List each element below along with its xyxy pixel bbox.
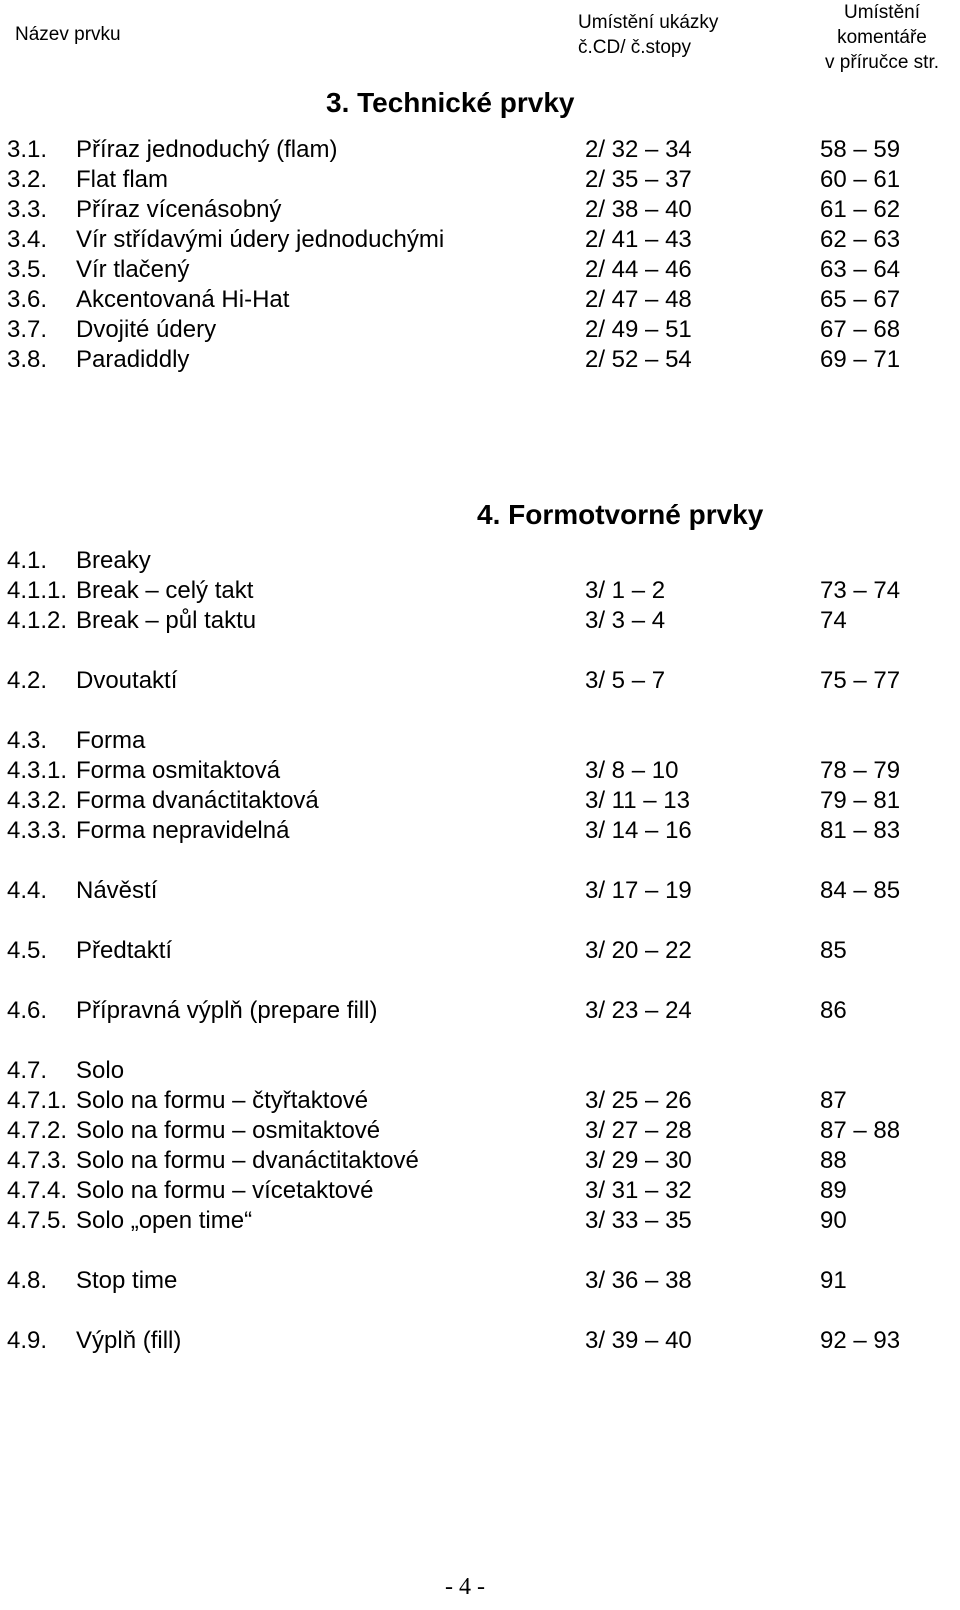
item-book-page: 58 – 59 [820, 136, 901, 163]
list-item [0, 756, 960, 786]
item-cd-track: 3/ 23 – 24 [585, 997, 692, 1024]
list-item [0, 546, 960, 576]
column-header-book-line1: Umístění [843, 2, 921, 23]
item-name: Přípravná výplň (prepare fill) [76, 997, 378, 1024]
item-book-page: 84 – 85 [820, 877, 901, 904]
item-name: Solo na formu – vícetaktové [76, 1177, 374, 1204]
section-3-title: 3. Technické prvky [326, 87, 575, 118]
item-name: Dvojité údery [76, 316, 217, 343]
item-book-page: 87 [820, 1087, 847, 1114]
item-number: 3.8. [7, 346, 48, 373]
item-number: 4.7.3. [7, 1147, 68, 1174]
item-cd-track: 3/ 17 – 19 [585, 877, 692, 904]
list-item [0, 345, 960, 375]
item-book-page: 60 – 61 [820, 166, 901, 193]
item-cd-track: 3/ 36 – 38 [585, 1267, 692, 1294]
item-number: 4.8. [7, 1267, 48, 1294]
item-name: Break – půl taktu [76, 607, 257, 634]
item-number: 4.7.2. [7, 1117, 68, 1144]
item-cd-track: 3/ 1 – 2 [585, 577, 666, 604]
item-name: Solo „open time“ [76, 1207, 253, 1234]
column-header-cd [578, 10, 718, 60]
item-number: 4.3. [7, 727, 48, 754]
item-book-page: 88 [820, 1147, 847, 1174]
item-number: 4.7.1. [7, 1087, 68, 1114]
item-book-page: 78 – 79 [820, 757, 901, 784]
item-cd-track: 2/ 44 – 46 [585, 256, 692, 283]
item-name: Stop time [76, 1267, 178, 1294]
item-cd-track: 3/ 29 – 30 [585, 1147, 692, 1174]
list-item [0, 996, 960, 1026]
item-cd-track: 3/ 27 – 28 [585, 1117, 692, 1144]
item-name: Paradiddly [76, 346, 190, 373]
list-item [0, 576, 960, 606]
item-number: 4.3.3. [7, 817, 68, 844]
item-book-page: 79 – 81 [820, 787, 901, 814]
item-name: Výplň (fill) [76, 1327, 182, 1354]
item-number: 3.4. [7, 226, 48, 253]
item-name: Forma [76, 727, 146, 754]
item-cd-track: 2/ 32 – 34 [585, 136, 692, 163]
list-item [0, 666, 960, 696]
page-number: - 4 - [445, 1574, 485, 1600]
item-cd-track: 3/ 31 – 32 [585, 1177, 692, 1204]
item-book-page: 92 – 93 [820, 1327, 901, 1354]
list-item [0, 1326, 960, 1356]
list-item [0, 1086, 960, 1116]
item-number: 4.1.2. [7, 607, 68, 634]
item-cd-track: 2/ 49 – 51 [585, 316, 692, 343]
item-cd-track: 3/ 14 – 16 [585, 817, 692, 844]
item-book-page: 62 – 63 [820, 226, 901, 253]
item-cd-track: 2/ 35 – 37 [585, 166, 692, 193]
list-item [0, 315, 960, 345]
item-number: 4.5. [7, 937, 48, 964]
column-header-book-line2: komentáře [837, 27, 927, 48]
item-name: Dvoutaktí [76, 667, 178, 694]
item-name: Forma osmitaktová [76, 757, 281, 784]
list-item [0, 1176, 960, 1206]
item-book-page: 61 – 62 [820, 196, 901, 223]
item-name: Breaky [76, 547, 151, 574]
column-header-cd-line1: Umístění ukázky [578, 12, 719, 33]
item-cd-track: 3/ 20 – 22 [585, 937, 692, 964]
list-item [0, 165, 960, 195]
item-cd-track: 3/ 33 – 35 [585, 1207, 692, 1234]
column-header-book-line3: v příručce str. [824, 52, 940, 73]
list-item [0, 195, 960, 225]
list-item [0, 285, 960, 315]
item-name: Flat flam [76, 166, 169, 193]
item-book-page: 75 – 77 [820, 667, 901, 694]
item-name: Forma dvanáctitaktová [76, 787, 319, 814]
item-number: 4.7. [7, 1057, 48, 1084]
list-item [0, 606, 960, 636]
item-number: 4.6. [7, 997, 48, 1024]
item-name: Break – celý takt [76, 577, 254, 604]
column-header-name: Název prvku [15, 24, 121, 45]
item-name: Akcentovaná Hi-Hat [76, 286, 290, 313]
item-name: Předtaktí [76, 937, 173, 964]
item-book-page: 89 [820, 1177, 847, 1204]
item-name: Vír tlačený [76, 256, 190, 283]
item-cd-track: 3/ 11 – 13 [585, 787, 690, 814]
item-book-page: 87 – 88 [820, 1117, 901, 1144]
item-number: 4.7.5. [7, 1207, 68, 1234]
item-number: 4.4. [7, 877, 48, 904]
item-name: Solo na formu – čtyřtaktové [76, 1087, 369, 1114]
item-number: 4.2. [7, 667, 48, 694]
list-item [0, 1206, 960, 1236]
item-name: Solo na formu – dvanáctitaktové [76, 1147, 419, 1174]
item-number: 3.1. [7, 136, 48, 163]
item-book-page: 81 – 83 [820, 817, 901, 844]
item-book-page: 73 – 74 [820, 577, 901, 604]
list-item [0, 1146, 960, 1176]
item-book-page: 74 [820, 607, 847, 634]
item-book-page: 69 – 71 [820, 346, 901, 373]
item-name: Příraz vícenásobný [76, 196, 282, 223]
item-number: 4.3.2. [7, 787, 68, 814]
item-cd-track: 3/ 8 – 10 [585, 757, 679, 784]
item-name: Solo [76, 1057, 125, 1084]
list-item [0, 225, 960, 255]
item-number: 3.2. [7, 166, 48, 193]
item-number: 4.9. [7, 1327, 48, 1354]
item-number: 3.5. [7, 256, 48, 283]
item-name: Forma nepravidelná [76, 817, 290, 844]
item-number: 3.7. [7, 316, 48, 343]
column-header-cd-line2: č.CD/ č.stopy [578, 37, 691, 58]
list-item [0, 786, 960, 816]
item-cd-track: 2/ 38 – 40 [585, 196, 692, 223]
item-book-page: 63 – 64 [820, 256, 901, 283]
item-cd-track: 2/ 52 – 54 [585, 346, 692, 373]
list-item [0, 876, 960, 906]
item-book-page: 90 [820, 1207, 847, 1234]
item-number: 4.1. [7, 547, 48, 574]
column-header-book-page [802, 0, 960, 75]
item-cd-track: 3/ 25 – 26 [585, 1087, 692, 1114]
item-name: Návěstí [76, 877, 158, 904]
section-4-title: 4. Formotvorné prvky [477, 499, 764, 530]
item-book-page: 86 [820, 997, 847, 1024]
item-name: Vír střídavými údery jednoduchými [76, 226, 445, 253]
list-item [0, 936, 960, 966]
list-item [0, 1266, 960, 1296]
item-number: 3.6. [7, 286, 48, 313]
item-cd-track: 2/ 47 – 48 [585, 286, 692, 313]
item-cd-track: 3/ 5 – 7 [585, 667, 666, 694]
item-book-page: 67 – 68 [820, 316, 901, 343]
item-book-page: 65 – 67 [820, 286, 901, 313]
item-number: 4.1.1. [7, 577, 68, 604]
item-name: Příraz jednoduchý (flam) [76, 136, 338, 163]
item-cd-track: 3/ 39 – 40 [585, 1327, 692, 1354]
list-item [0, 1056, 960, 1086]
item-number: 4.7.4. [7, 1177, 68, 1204]
item-book-page: 91 [820, 1267, 847, 1294]
list-item [0, 816, 960, 846]
list-item [0, 135, 960, 165]
item-number: 4.3.1. [7, 757, 68, 784]
item-name: Solo na formu – osmitaktové [76, 1117, 381, 1144]
list-item [0, 726, 960, 756]
item-cd-track: 2/ 41 – 43 [585, 226, 692, 253]
list-item [0, 1116, 960, 1146]
item-number: 3.3. [7, 196, 48, 223]
item-cd-track: 3/ 3 – 4 [585, 607, 666, 634]
item-book-page: 85 [820, 937, 847, 964]
list-item [0, 255, 960, 285]
